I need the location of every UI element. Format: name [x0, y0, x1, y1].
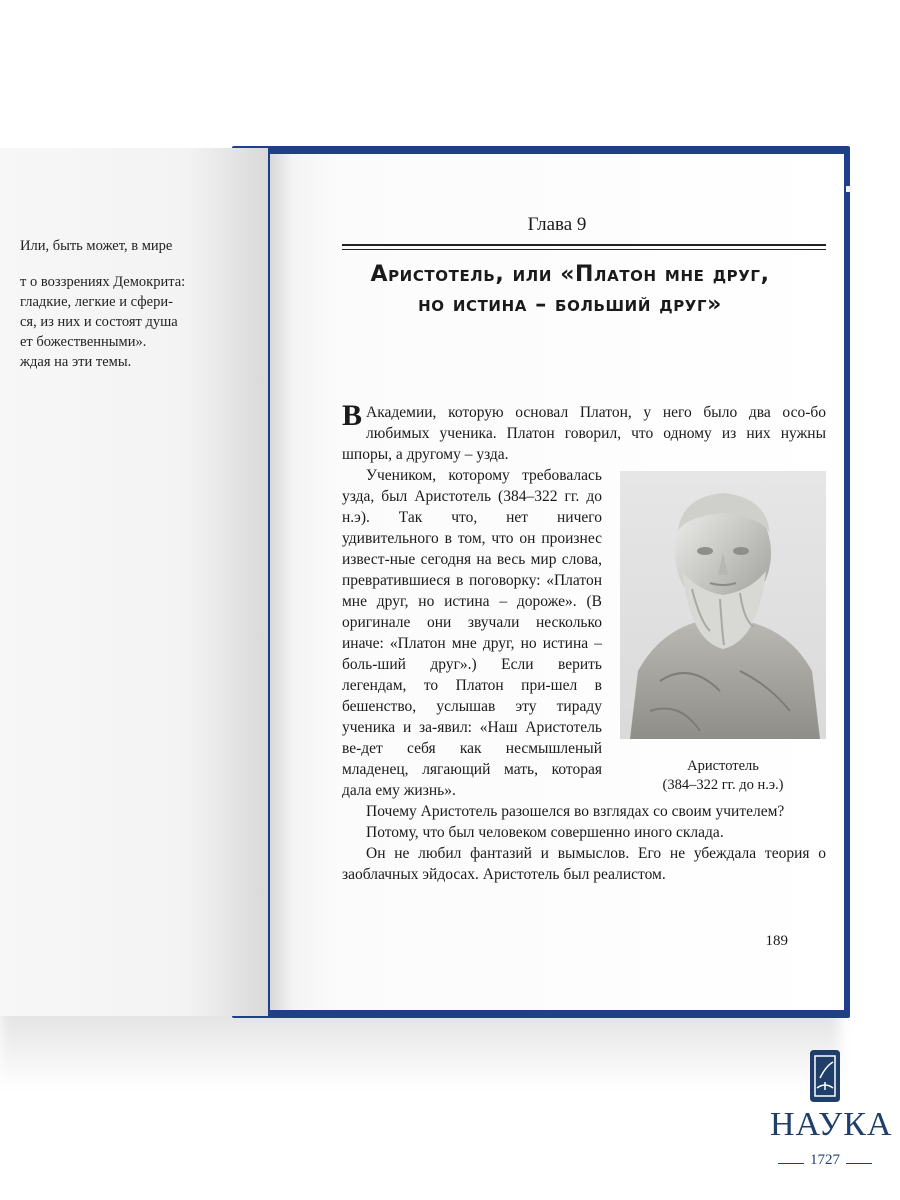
- chapter-title-line-1: Аристотель, или «Платон мне друг,: [370, 262, 770, 287]
- cover-marker: [846, 186, 852, 192]
- caption-line-1: Аристотель: [687, 758, 759, 774]
- left-page: [0, 148, 268, 1016]
- book-emblem-icon: [770, 1048, 880, 1104]
- page-number: 189: [765, 933, 788, 949]
- paragraph-3: Почему Аристотель разошелся во взглядах со своим учителем?: [366, 803, 785, 820]
- drop-cap: В: [342, 399, 363, 432]
- paragraph-5: Он не любил фантазий и вымыслов. Его не убеждала теория о заоблачных эйдосах. Аристотель был реалистом.: [342, 845, 826, 883]
- paragraph-1: [342, 399, 826, 465]
- chapter-rule-thick: [342, 244, 826, 246]
- chapter-rule-thin: [342, 249, 826, 250]
- caption-line-2: (384–322 гг. до н.э.): [662, 777, 784, 793]
- publisher-name: НАУКА: [770, 1106, 893, 1143]
- left-line-3: гладкие, легкие и сфери-: [20, 294, 173, 310]
- left-line-1: Или, быть может, в мире: [20, 238, 173, 254]
- left-line-2: т о воззрениях Демокрита:: [20, 274, 186, 290]
- chapter-label: Глава 9: [527, 214, 587, 235]
- aristotle-bust-image: [620, 471, 826, 739]
- paragraph-2: Учеником, которому требовалась узда, был Аристотель (384–322 гг. до н.э). Так что, нет ничего удивительного в том, что он произнес извест-ные сегодня на весь мир слова, превратившиеся в поговорку: «Платон мне друг, но истина – дороже». (В оригинале они звучали несколько иначе: «Платон мне друг, но истина – боль-ший друг».) Если верить легендам, то Платон при-шел в бешенство, услышав эту тираду ученика и за-явил: «Наш Аристотель ве-дет себя как несмышленый младенец, лягающий мать, которая дала ему жизнь».: [342, 467, 602, 799]
- paragraph-4: Потому, что был человеком совершенно иного склада.: [366, 824, 724, 841]
- publisher-logo: [770, 1048, 893, 1188]
- left-line-6: ждая на эти темы.: [20, 354, 132, 370]
- left-line-5: ет божественными».: [20, 334, 147, 350]
- left-line-4: ся, из них и состоят душа: [20, 314, 178, 330]
- portrait-figure: [620, 471, 826, 795]
- portrait-caption: [620, 757, 826, 795]
- right-page: [270, 154, 844, 1010]
- body-text: [342, 399, 826, 885]
- chapter-title-line-2: но истина – больший друг»: [418, 292, 722, 317]
- publisher-year: 1727: [810, 1152, 840, 1168]
- paragraph-1-text: Академии, которую основал Платон, у него было два осо-бо любимых ученика. Платон говорил, что одному из них нужны шпоры, а другому – узда.: [342, 404, 826, 463]
- logo-line-right: [846, 1163, 872, 1164]
- bust-illustration-icon: [620, 471, 826, 739]
- chapter-title: [310, 260, 830, 320]
